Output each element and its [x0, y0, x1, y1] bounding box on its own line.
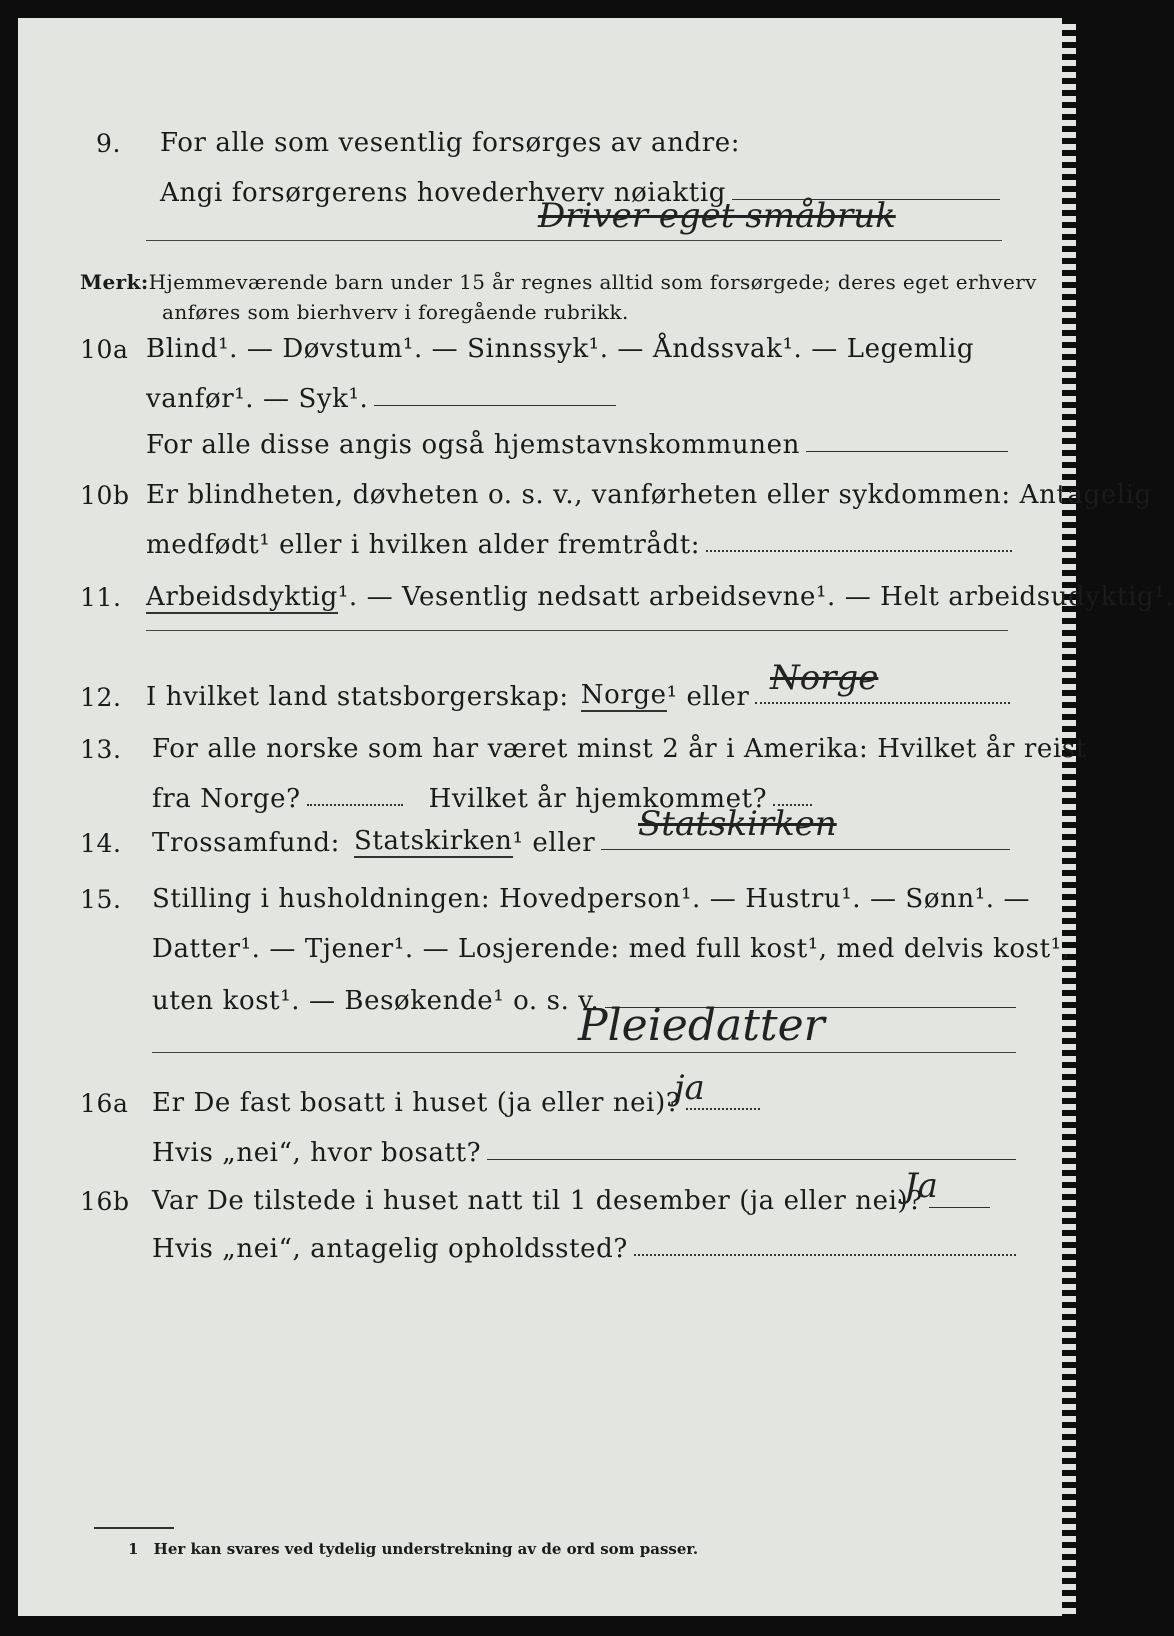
q14-fill-line — [601, 849, 1010, 850]
q16b-fill-line1 — [929, 1207, 990, 1208]
perforated-edge — [1062, 18, 1076, 1616]
q16a-fill-line2 — [487, 1159, 1016, 1160]
q10b-line1 — [80, 470, 1152, 510]
q14-selected-option: Statskirken — [353, 826, 513, 856]
footnote-text: Her kan svares ved tydelig understrekning av de ord som passer. — [153, 1540, 699, 1558]
q15-question-cont2: uten kost¹. — Besøkende¹ o. s. v. — [152, 986, 600, 1016]
q10a-fill-line1 — [374, 405, 616, 406]
q9-answer-line — [146, 240, 1002, 241]
q12-fill-line — [755, 702, 1010, 704]
q12-eller: ¹ eller — [666, 682, 750, 712]
q13-line1 — [80, 724, 1087, 764]
q14-question: Trossamfund: — [152, 828, 340, 858]
q15-question-cont: Datter¹. — Tjener¹. — Losjerende: med full kost¹, med delvis kost¹, — [152, 934, 1071, 964]
q10a-line3 — [146, 420, 1008, 460]
q15-answer-line — [152, 1052, 1016, 1053]
q10a-question-cont2: For alle disse angis også hjemstavnskommunen — [146, 430, 800, 460]
q15-line2 — [152, 924, 1071, 964]
q13-reist: fra Norge? — [152, 784, 301, 814]
merk-text1: Hjemmeværende barn under 15 år regnes alltid som forsørgede; deres eget erhverv — [148, 270, 1037, 294]
q15-handwritten-answer: Pleiedatter — [578, 1000, 825, 1051]
q13-question: For alle norske som har været minst 2 år i Amerika: Hvilket år reist — [152, 734, 1087, 764]
q10b-question: Er blindheten, døvheten o. s. v., vanførheten eller sykdommen: Antagelig — [146, 480, 1152, 510]
q13-hjemkommet: Hvilket år hjemkommet? — [428, 784, 768, 814]
footnote — [128, 1540, 698, 1558]
q15-number: 15. — [80, 885, 122, 914]
q10b-question-cont: medfødt¹ eller i hvilken alder fremtrådt: — [146, 530, 701, 560]
q11-options: ¹. — Vesentlig nedsatt arbeidsevne¹. — Helt arbeidsudyktig¹. — [337, 582, 1174, 612]
q16b-handwritten-answer: Ja — [904, 1166, 938, 1206]
q10b-line2 — [146, 520, 1012, 560]
q14-number: 14. — [80, 829, 122, 858]
q10b-fill-line — [706, 550, 1012, 552]
q10a-question: Blind¹. — Døvstum¹. — Sinnssyk¹. — Åndssvak¹. — Legemlig — [146, 334, 975, 364]
q14-handwritten-answer: Statskirken — [638, 804, 837, 844]
q16a-question-cont: Hvis „nei“, hvor bosatt? — [152, 1138, 482, 1168]
q12-selected-option: Norge — [580, 680, 667, 710]
q13-number: 13. — [80, 735, 122, 764]
q16b-line2 — [152, 1224, 1016, 1264]
q16b-question: Var De tilstede i huset natt til 1 desember (ja eller nei)? — [152, 1186, 923, 1216]
merk-text2: anføres som bierhverv i foregående rubrikk. — [162, 300, 629, 324]
q10b-number: 10b — [80, 481, 130, 510]
q10a-fill-line2 — [806, 451, 1008, 452]
q13-fill-line1 — [307, 804, 403, 806]
q9-question: For alle som vesentlig forsørges av andre: — [160, 128, 741, 158]
merk-line2 — [162, 284, 962, 324]
q15-question: Stilling i husholdningen: Hovedperson¹. — Hustru¹. — Sønn¹. — — [152, 884, 1031, 914]
q16a-question: Er De fast bosatt i huset (ja eller nei)? — [152, 1088, 681, 1118]
q9-question-cont: Angi forsørgerens hovederhverv nøiaktig — [160, 178, 726, 208]
q16a-number: 16a — [80, 1089, 129, 1118]
q11-number: 11. — [80, 583, 122, 612]
q14-line — [80, 818, 1010, 858]
q16a-fill-line1 — [686, 1108, 760, 1110]
q11-selected-option: Arbeidsdyktig — [146, 582, 338, 612]
q16a-line1 — [80, 1078, 760, 1118]
footnote-marker: 1 — [128, 1540, 139, 1558]
q9-line1 — [96, 118, 996, 158]
q11-answer-line — [146, 630, 1008, 631]
q15-line1 — [80, 874, 1031, 914]
q10a-question-cont: vanfør¹. — Syk¹. — [146, 384, 369, 414]
census-form-page — [18, 18, 1174, 1616]
q12-number: 12. — [80, 683, 122, 712]
merk-label: Merk: — [80, 270, 149, 294]
q16b-question-cont: Hvis „nei“, antagelig opholdssted? — [152, 1234, 628, 1264]
q16b-number: 16b — [80, 1187, 130, 1216]
q10a-line1 — [80, 324, 1010, 364]
q9-handwritten-answer: Driver eget småbruk — [538, 196, 896, 236]
q10a-number: 10a — [80, 335, 129, 364]
q9-number: 9. — [96, 129, 122, 158]
q14-eller: ¹ eller — [512, 828, 596, 858]
q10a-line2 — [146, 374, 616, 414]
q16b-line1 — [80, 1176, 990, 1216]
q12-handwritten-answer: Norge — [770, 658, 879, 698]
q11-line — [80, 572, 1174, 612]
q16a-handwritten-answer: ja — [674, 1068, 705, 1108]
q16b-fill-line2 — [634, 1254, 1016, 1256]
footnote-rule — [94, 1527, 174, 1529]
q12-question: I hvilket land statsborgerskap: — [146, 682, 569, 712]
q16a-line2 — [152, 1128, 1016, 1168]
